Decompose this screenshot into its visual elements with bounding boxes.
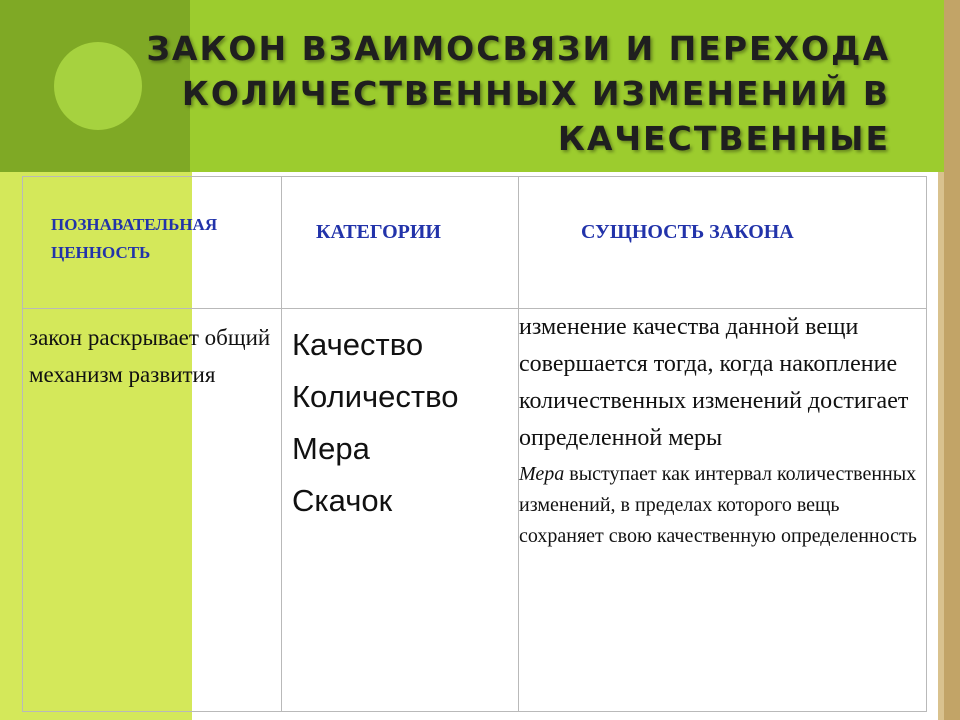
category-item-measure: Мера — [292, 431, 370, 466]
decorative-circle — [54, 42, 142, 130]
right-edge-border — [944, 0, 960, 720]
header-cognitive-value-cell — [23, 177, 282, 309]
cognitive-value-text: закон раскрывает общий механизм развития — [29, 325, 271, 387]
measure-term: Мера — [519, 463, 565, 485]
categories-list — [282, 309, 518, 527]
cognitive-value-cell — [23, 309, 282, 712]
header-cognitive-value: ПОЗНАВАТЕЛЬНАЯ ЦЕННОСТЬ — [51, 215, 218, 262]
measure-definition-text: выступает как интервал количественных изменений, в пределах которого вещь сохраняет свою качественную определенность — [519, 463, 917, 547]
measure-definition — [519, 459, 926, 552]
table-header-row — [23, 177, 927, 309]
essence-text: изменение качества данной вещи совершается тогда, когда накопление количественных изменений достигает определенной меры — [519, 314, 909, 451]
essence-cell — [519, 309, 927, 712]
right-edge-inner-border — [938, 172, 944, 720]
category-item-quality: Качество — [292, 327, 424, 362]
header-essence-cell — [519, 177, 927, 309]
header-categories-cell — [282, 177, 519, 309]
slide-title: ЗАКОН ВЗАИМОСВЯЗИ И ПЕРЕХОДА КОЛИЧЕСТВЕННЫХ ИЗМЕНЕНИЙ В КАЧЕСТВЕННЫЕ — [146, 29, 890, 158]
header-essence: СУЩНОСТЬ ЗАКОНА — [581, 221, 794, 243]
category-item-quantity: Количество — [292, 379, 459, 414]
categories-cell — [282, 309, 519, 712]
header-categories: КАТЕГОРИИ — [316, 221, 441, 243]
category-item-leap: Скачок — [292, 483, 393, 518]
table-row — [23, 309, 927, 712]
law-table — [22, 176, 927, 712]
